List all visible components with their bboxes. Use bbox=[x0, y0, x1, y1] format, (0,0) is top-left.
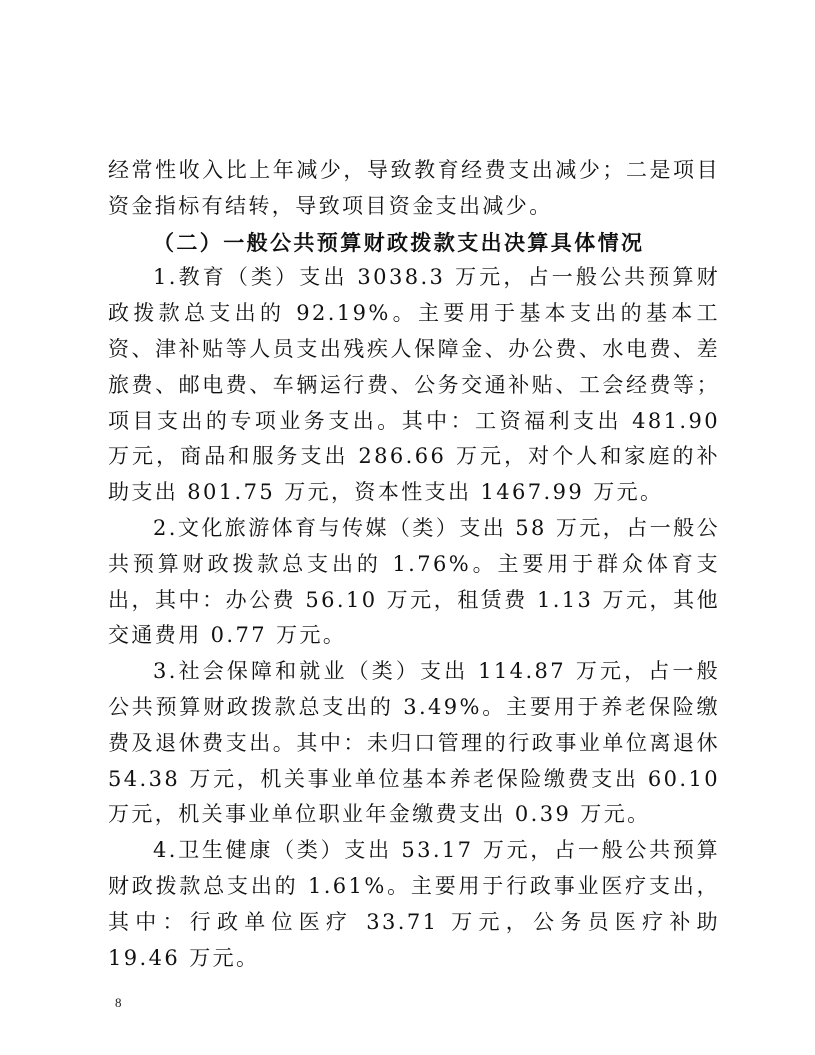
paragraph-education: 1.教育（类）支出 3038.3 万元，占一般公共预算财政拨款总支出的 92.19%。主要用于基本支出的基本工资、津补贴等人员支出残疾人保障金、办公费、水电费、差旅费、邮电费、车辆运行费、公务交通补贴、工会经费等；项目支出的专项业务支出。其中：工资福利支出 481.90 万元，商品和服务支出 286.66 万元，对个人和家庭的补助支出 801.75 万元，资本性支出 1467.99 万元。 bbox=[108, 265, 720, 505]
paragraph-health: 4.卫生健康（类）支出 53.17 万元，占一般公共预算财政拨款总支出的 1.61%。主要用于行政事业医疗支出，其中：行政单位医疗 33.71 万元，公务员医疗补助 19.46 万元。 bbox=[108, 838, 720, 970]
paragraph-continuation: 经常性收入比上年减少，导致教育经费支出减少；二是项目资金指标有结转，导致项目资金支出减少。 bbox=[108, 158, 720, 218]
paragraph-culture-tourism-sports: 2.文化旅游体育与传媒（类）支出 58 万元，占一般公共预算财政拨款总支出的 1.76%。主要用于群众体育支出，其中：办公费 56.10 万元，租赁费 1.13 万元，其他交通费用 0.77 万元。 bbox=[108, 515, 720, 648]
document-body bbox=[108, 153, 720, 976]
page-number: 8 bbox=[115, 995, 122, 1010]
section-heading: （二）一般公共预算财政拨款支出决算具体情况 bbox=[153, 229, 645, 255]
paragraph-social-security: 3.社会保障和就业（类）支出 114.87 万元，占一般公共预算财政拨款总支出的 3.49%。主要用于养老保险缴费及退休费支出。其中：未归口管理的行政事业单位离退休 54.38 万元，机关事业单位基本养老保险缴费支出 60.10 万元，机关事业单位职业年金缴费支出 0.39 万元。 bbox=[108, 659, 720, 827]
